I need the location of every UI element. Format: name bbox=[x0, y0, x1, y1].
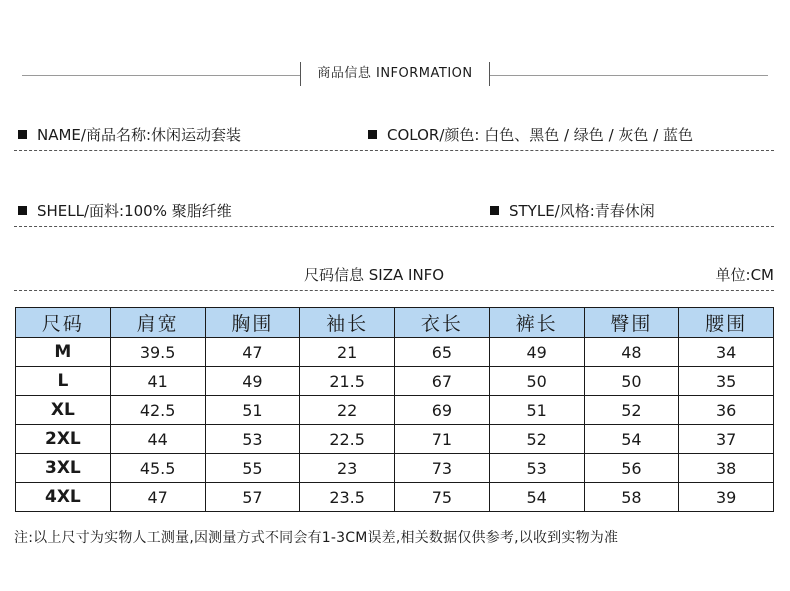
table-row bbox=[16, 483, 774, 512]
table-cell: 36 bbox=[679, 396, 774, 425]
table-cell: 67 bbox=[395, 367, 490, 396]
size-label: M bbox=[16, 338, 111, 367]
header-size: 尺码 bbox=[16, 308, 111, 338]
table-cell: 23.5 bbox=[300, 483, 395, 512]
header-sleeve: 袖长 bbox=[300, 308, 395, 338]
table-cell: 69 bbox=[395, 396, 490, 425]
header-hip: 臀围 bbox=[584, 308, 679, 338]
product-shell-text: SHELL/面料:100% 聚脂纤维 bbox=[37, 202, 232, 220]
size-table bbox=[15, 307, 774, 512]
size-label: 4XL bbox=[16, 483, 111, 512]
table-cell: 49 bbox=[205, 367, 300, 396]
measurement-note: 注:以上尺寸为实物人工测量,因测量方式不同会有1-3CM误差,相关数据仅供参考,以收到实物为准 bbox=[14, 530, 619, 546]
product-color-row bbox=[368, 124, 693, 145]
product-color-text: COLOR/颜色: 白色、黑色 / 绿色 / 灰色 / 蓝色 bbox=[387, 126, 693, 144]
table-cell: 41 bbox=[110, 367, 205, 396]
bullet-square-icon bbox=[18, 206, 27, 215]
table-cell: 47 bbox=[110, 483, 205, 512]
table-cell: 48 bbox=[584, 338, 679, 367]
table-cell: 52 bbox=[584, 396, 679, 425]
product-shell-row bbox=[18, 200, 232, 221]
size-table-header-row bbox=[16, 308, 774, 338]
table-cell: 22.5 bbox=[300, 425, 395, 454]
table-cell: 53 bbox=[489, 454, 584, 483]
product-style-row bbox=[490, 200, 655, 221]
table-row bbox=[16, 454, 774, 483]
dashed-divider bbox=[14, 226, 774, 227]
size-section-title: 尺码信息 SIZA INFO bbox=[304, 266, 445, 284]
table-cell: 39 bbox=[679, 483, 774, 512]
table-cell: 57 bbox=[205, 483, 300, 512]
size-label: 2XL bbox=[16, 425, 111, 454]
table-cell: 71 bbox=[395, 425, 490, 454]
size-label: XL bbox=[16, 396, 111, 425]
table-cell: 53 bbox=[205, 425, 300, 454]
table-cell: 73 bbox=[395, 454, 490, 483]
table-cell: 39.5 bbox=[110, 338, 205, 367]
table-row bbox=[16, 425, 774, 454]
table-cell: 65 bbox=[395, 338, 490, 367]
bullet-square-icon bbox=[18, 130, 27, 139]
table-cell: 75 bbox=[395, 483, 490, 512]
header-chest: 胸围 bbox=[205, 308, 300, 338]
table-cell: 37 bbox=[679, 425, 774, 454]
table-row bbox=[16, 396, 774, 425]
table-cell: 52 bbox=[489, 425, 584, 454]
size-label: 3XL bbox=[16, 454, 111, 483]
table-cell: 47 bbox=[205, 338, 300, 367]
table-cell: 55 bbox=[205, 454, 300, 483]
product-name-text: NAME/商品名称:休闲运动套装 bbox=[37, 126, 242, 144]
table-cell: 54 bbox=[584, 425, 679, 454]
table-cell: 22 bbox=[300, 396, 395, 425]
table-cell: 49 bbox=[489, 338, 584, 367]
table-cell: 50 bbox=[584, 367, 679, 396]
table-row bbox=[16, 367, 774, 396]
bullet-square-icon bbox=[368, 130, 377, 139]
table-cell: 21 bbox=[300, 338, 395, 367]
table-cell: 56 bbox=[584, 454, 679, 483]
table-cell: 38 bbox=[679, 454, 774, 483]
header-waist: 腰围 bbox=[679, 308, 774, 338]
table-cell: 34 bbox=[679, 338, 774, 367]
table-cell: 23 bbox=[300, 454, 395, 483]
table-cell: 35 bbox=[679, 367, 774, 396]
bullet-square-icon bbox=[490, 206, 499, 215]
table-cell: 51 bbox=[489, 396, 584, 425]
table-row bbox=[16, 338, 774, 367]
table-cell: 42.5 bbox=[110, 396, 205, 425]
table-cell: 51 bbox=[205, 396, 300, 425]
table-cell: 54 bbox=[489, 483, 584, 512]
product-style-text: STYLE/风格:青春休闲 bbox=[509, 202, 655, 220]
table-cell: 45.5 bbox=[110, 454, 205, 483]
size-unit: 单位:CM bbox=[715, 266, 774, 284]
product-name-row bbox=[18, 124, 241, 145]
header-title: 商品信息 INFORMATION bbox=[300, 62, 490, 86]
table-cell: 21.5 bbox=[300, 367, 395, 396]
table-cell: 50 bbox=[489, 367, 584, 396]
table-cell: 44 bbox=[110, 425, 205, 454]
dashed-divider bbox=[14, 150, 774, 151]
header-top-length: 衣长 bbox=[395, 308, 490, 338]
table-cell: 58 bbox=[584, 483, 679, 512]
header-pants-length: 裤长 bbox=[489, 308, 584, 338]
size-label: L bbox=[16, 367, 111, 396]
header-shoulder: 肩宽 bbox=[110, 308, 205, 338]
dashed-divider bbox=[14, 290, 774, 291]
